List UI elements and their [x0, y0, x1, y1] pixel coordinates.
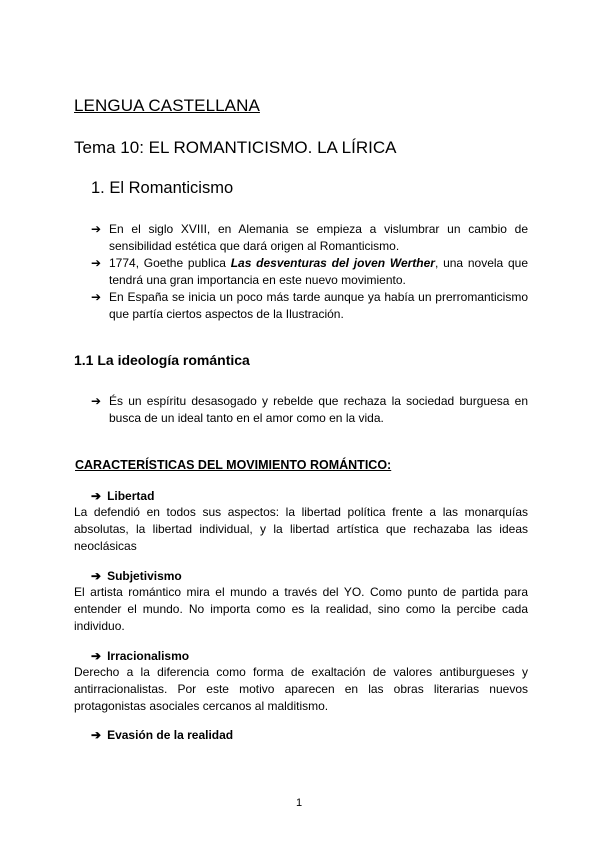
characteristic-title-text: Subjetivismo [107, 569, 182, 583]
arrow-icon: ➔ [91, 222, 102, 236]
arrow-icon: ➔ [91, 649, 102, 663]
characteristic-title [91, 489, 154, 503]
characteristic-title [91, 728, 233, 742]
characteristics-heading: CARACTERÍSTICAS DEL MOVIMIENTO ROMÁNTICO: [75, 458, 392, 472]
characteristic-title-text: Libertad [107, 489, 155, 503]
bullet-item [91, 221, 528, 255]
bullet-item [91, 289, 528, 323]
arrow-icon: ➔ [91, 256, 102, 270]
book-title: Las desventuras del joven Werther [230, 256, 435, 270]
bullet-item [91, 393, 528, 427]
bullet-text: En España se inicia un poco más tarde aunque ya había un prerromanticismo que partía ciertos aspectos de la Ilustración. [109, 290, 528, 321]
arrow-icon: ➔ [91, 569, 102, 583]
characteristic-title [91, 649, 189, 663]
section-heading-ideologia: 1.1 La ideología romántica [74, 352, 250, 368]
characteristic-title-text: Evasión de la realidad [107, 728, 234, 742]
course-title: LENGUA CASTELLANA [74, 96, 260, 115]
arrow-icon: ➔ [91, 489, 102, 503]
topic-title: Tema 10: EL ROMANTICISMO. LA LÍRICA [74, 138, 397, 157]
arrow-icon: ➔ [91, 394, 102, 408]
bullet-text-post: , una novela que tendrá una gran importancia en este nuevo movimiento. [109, 256, 529, 287]
characteristic-title-text: Irracionalismo [107, 649, 190, 663]
characteristic-title [91, 569, 182, 583]
bullet-text: En el siglo XVIII, en Alemania se empieza a vislumbrar un cambio de sensibilidad estética que dará origen al Romanticismo. [109, 222, 528, 253]
characteristic-text: La defendió en todos sus aspectos: la libertad política frente a las monarquías absolutas, la libertad individual, y la libertad artística que rechazaba las ideas neoclásicas [74, 505, 528, 553]
bullet-text-pre: 1774, Goethe publica [109, 256, 231, 270]
section-heading-romanticismo: 1. El Romanticismo [91, 179, 234, 197]
page-number: 1 [296, 797, 303, 809]
bullet-text: És un espíritu desasogado y rebelde que rechaza la sociedad burguesa en busca de un ideal tanto en el amor como en la vida. [109, 394, 528, 425]
bullet-item [91, 255, 528, 289]
arrow-icon: ➔ [91, 290, 102, 304]
bullet-text [109, 255, 528, 289]
characteristic-text: El artista romántico mira el mundo a través del YO. Como punto de partida para entender el mundo. No importa como es la realidad, sino como la percibe cada individuo. [74, 585, 528, 633]
arrow-icon: ➔ [91, 728, 102, 742]
characteristic-text: Derecho a la diferencia como forma de exaltación de valores antiburgueses y antirracionalistas. Por este motivo aparecen en las obras literarias nuevos protagonistas asociales cercanos al malditismo. [74, 665, 528, 713]
